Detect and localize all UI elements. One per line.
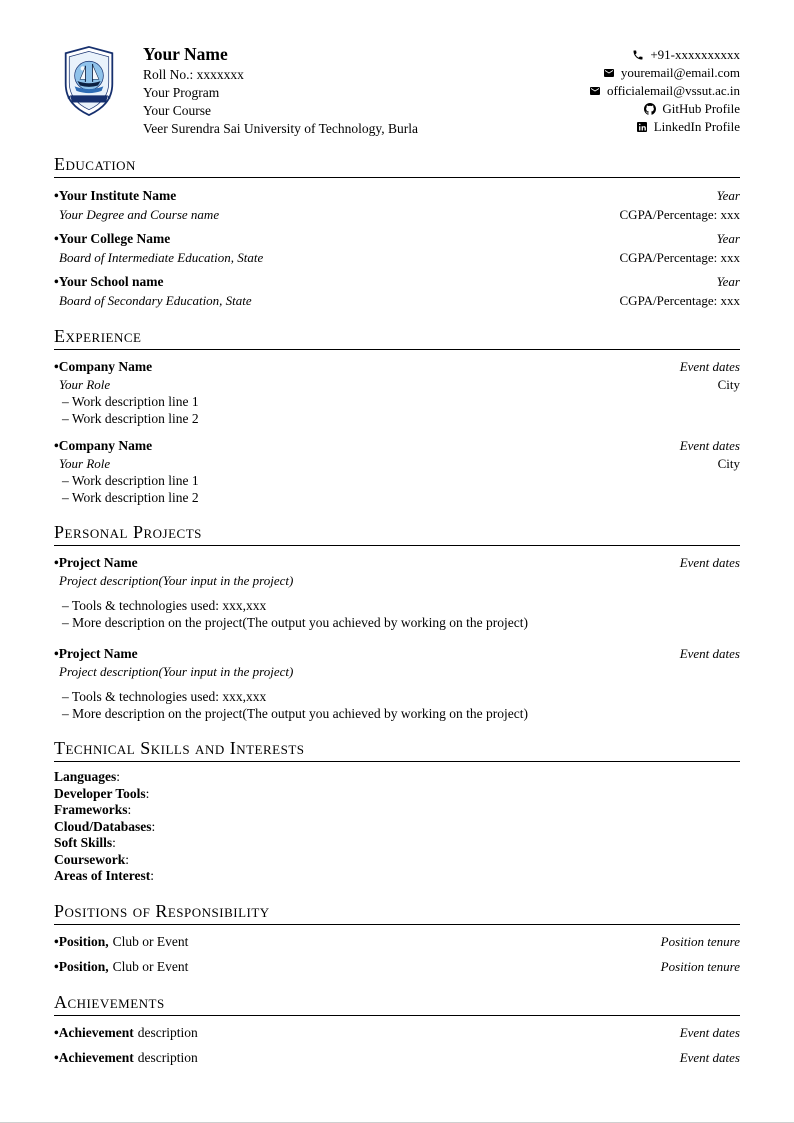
contact-linkedin[interactable] — [589, 118, 740, 136]
experience-city: City — [717, 377, 740, 392]
achievement-item — [54, 1024, 740, 1042]
education-year: Year — [716, 274, 740, 289]
university-name: Veer Surendra Sai University of Technology, Burla — [143, 121, 418, 136]
official-email: officialemail@vssut.ac.in — [606, 83, 740, 98]
achievement-title: • Achievement — [54, 1025, 134, 1040]
project-description: Project description(Your input in the project) — [59, 573, 294, 588]
project-item — [54, 645, 740, 722]
achievement-dates: Event dates — [679, 1049, 740, 1065]
experience-item — [54, 437, 740, 506]
education-year: Year — [716, 231, 740, 246]
skill-line-developer-tools — [54, 786, 740, 803]
phone-icon — [632, 49, 644, 61]
project-description: Project description(Your input in the project) — [59, 664, 294, 679]
skill-line-cloud-databases — [54, 819, 740, 836]
linkedin-link-label: LinkedIn Profile — [653, 119, 740, 134]
education-score: CGPA/Percentage: xxx — [619, 207, 740, 222]
education-year: Year — [716, 188, 740, 203]
skill-colon: : — [150, 868, 154, 883]
section-skills — [54, 738, 740, 885]
phone-number: +91-xxxxxxxxxx — [650, 47, 740, 62]
experience-dates: Event dates — [679, 438, 740, 453]
skill-colon: : — [112, 835, 116, 850]
skill-label: Developer Tools — [54, 785, 146, 801]
section-heading-skills: Technical Skills and Interests — [54, 738, 305, 758]
achievement-left — [54, 1024, 198, 1042]
candidate-name: Your Name — [143, 44, 228, 64]
position-tenure: Position tenure — [660, 958, 740, 974]
header — [54, 44, 740, 138]
section-heading-achievements: Achievements — [54, 991, 165, 1012]
project-dates: Event dates — [679, 646, 740, 661]
college-name: • Your College Name — [54, 229, 170, 248]
position-left — [54, 958, 188, 976]
github-icon — [644, 103, 656, 115]
achievement-dates: Event dates — [679, 1024, 740, 1040]
skill-colon: : — [127, 802, 132, 817]
education-item — [54, 229, 740, 267]
education-score: CGPA/Percentage: xxx — [619, 293, 740, 308]
work-description: – Work description line 1 — [54, 394, 740, 411]
experience-item — [54, 358, 740, 427]
skill-label: Frameworks — [54, 802, 128, 817]
position-title: • Position, — [54, 934, 109, 949]
section-projects — [54, 522, 740, 722]
envelope-icon — [603, 67, 615, 79]
skill-colon: : — [125, 851, 130, 867]
section-heading-education: Education — [54, 154, 136, 174]
experience-dates: Event dates — [679, 359, 740, 374]
skill-line-frameworks — [54, 802, 740, 819]
section-heading-projects: Personal Projects — [54, 522, 202, 542]
linkedin-icon — [636, 121, 648, 133]
skill-label: Coursework — [54, 851, 126, 867]
company-name: • Company Name — [54, 358, 152, 376]
course: Your Course — [143, 103, 212, 118]
board-name: Board of Secondary Education, State — [59, 293, 252, 308]
section-experience — [54, 326, 740, 506]
contact-block — [589, 44, 740, 136]
institute-name: • Your Institute Name — [54, 186, 176, 205]
work-description: – Work description line 2 — [54, 490, 740, 507]
skill-colon: : — [145, 785, 150, 801]
personal-email: youremail@email.com — [620, 65, 740, 80]
project-bullet-list — [54, 598, 740, 631]
project-detail: – Tools & technologies used: xxx,xxx — [54, 598, 740, 615]
role-name: Your Role — [59, 377, 111, 392]
section-heading-positions: Positions of Responsibility — [54, 900, 270, 921]
project-bullet-list — [54, 689, 740, 722]
project-name: • Project Name — [54, 554, 138, 572]
education-score: CGPA/Percentage: xxx — [619, 250, 740, 265]
identity-block — [143, 44, 418, 138]
roll-number: Roll No.: xxxxxxx — [143, 67, 244, 82]
contact-phone[interactable] — [589, 46, 740, 64]
achievement-description: description — [137, 1049, 198, 1065]
project-dates: Event dates — [679, 555, 740, 570]
experience-city: City — [717, 456, 740, 471]
degree-name: Your Degree and Course name — [59, 207, 220, 222]
skill-line-coursework — [54, 852, 740, 869]
header-identity — [54, 44, 418, 138]
skill-line-languages — [54, 769, 740, 786]
skill-colon: : — [151, 818, 156, 834]
skill-line-soft-skills — [54, 835, 740, 852]
role-name: Your Role — [59, 456, 111, 471]
achievement-left — [54, 1049, 198, 1067]
achievement-item — [54, 1049, 740, 1067]
skill-colon: : — [116, 769, 121, 784]
project-name: • Project Name — [54, 645, 138, 663]
envelope-icon — [589, 85, 601, 97]
project-detail: – Tools & technologies used: xxx,xxx — [54, 689, 740, 706]
section-heading-experience: Experience — [54, 326, 142, 346]
university-logo — [63, 44, 115, 118]
position-tenure: Position tenure — [660, 933, 740, 949]
skill-label: Cloud/Databases — [54, 818, 152, 834]
work-description: – Work description line 2 — [54, 411, 740, 428]
school-name: • Your School name — [54, 272, 164, 291]
position-title: • Position, — [54, 959, 109, 974]
board-name: Board of Intermediate Education, State — [59, 250, 264, 265]
university-crest-icon — [63, 44, 115, 118]
achievement-description: description — [137, 1024, 198, 1040]
position-club: Club or Event — [112, 958, 189, 974]
skill-label: Soft Skills — [54, 835, 113, 850]
section-education — [54, 154, 740, 310]
company-name: • Company Name — [54, 437, 152, 455]
skill-line-areas-of-interest — [54, 868, 740, 885]
position-item — [54, 958, 740, 976]
achievement-title: • Achievement — [54, 1050, 134, 1065]
position-item — [54, 933, 740, 951]
github-link-label: GitHub Profile — [662, 101, 740, 116]
project-detail: – More description on the project(The output you achieved by working on the project) — [54, 706, 740, 723]
contact-official-email[interactable] — [589, 82, 740, 100]
education-item — [54, 272, 740, 310]
project-detail: – More description on the project(The output you achieved by working on the project) — [54, 615, 740, 632]
skill-label: Areas of Interest — [54, 868, 151, 883]
section-achievements — [54, 992, 740, 1067]
project-item — [54, 554, 740, 631]
contact-github[interactable] — [589, 100, 740, 118]
skill-label: Languages — [54, 769, 117, 784]
education-item — [54, 186, 740, 224]
program: Your Program — [143, 85, 220, 100]
position-club: Club or Event — [112, 933, 189, 949]
position-left — [54, 933, 188, 951]
section-positions — [54, 901, 740, 976]
work-description: – Work description line 1 — [54, 473, 740, 490]
contact-personal-email[interactable] — [589, 64, 740, 82]
